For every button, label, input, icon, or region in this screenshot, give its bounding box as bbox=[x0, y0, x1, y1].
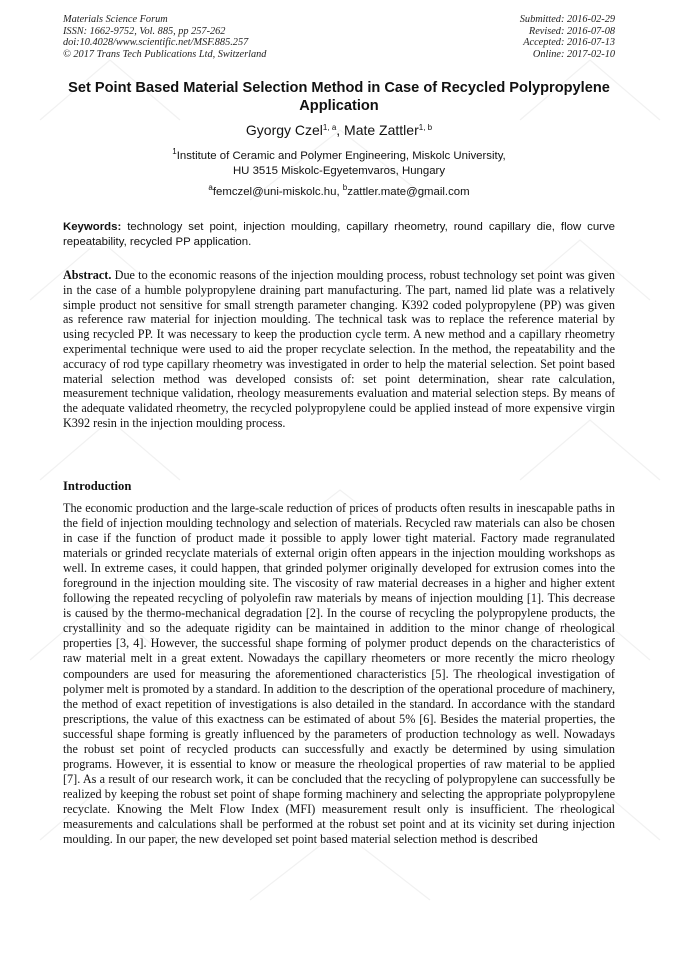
author-affiliation-mark: 1, b bbox=[418, 123, 433, 132]
keywords-label: Keywords: bbox=[63, 221, 122, 233]
introduction-body: The economic production and the large-scale reduction of prices of products often results in inescapable paths in the field of injection moulding technology and selection of materials. Recycled raw materials can also be chosen in case if the function of product made it possible to apply lower tight material. Factory made regranulated materials or grinded recyclate materials of external origin often appears in the injection moulding workshops as well. In extreme cases, it could happen, that grinded polymer originally developed for extrusion comes into the foreground in the injection moulding site. The viscosity of raw material decreases in a higher and higher extent following the repeated recycling of polyolefin raw materials by means of injection moulding [1]. This decrease is caused by the thermo-mechanical degradation [2]. In the course of recycling the polypropylene products, the crystallinity and so the adequate rigidity can be maintained in addition to the minor change of rheological properties [3, 4]. However, the successful shape forming of polymer product depends on the characteristics of raw material melt in a great extent. Nowadays the capillary rheometers or more recently the micro rheology compounders are used for measuring the aforementioned characteristics [5]. The rheological investigation of polymer melt is promoted by a standard. In addition to the description of the operational procedure of machinery, the method of exact repetition of investigations is also detailed in the standard. In accordance with the standard prescriptions, the value of this exactness can be estimated of about 5% [6]. Besides the material properties, the successful shape forming is greatly influenced by the parameters of production technology as well. Nowadays the robust set point of recycled products can successfully and exactly be determined by using simulation programs. However, it is essential to know or measure the rheological properties of raw material to be applied [7]. As a result of our research work, it can be concluded that the recycling of polypropylene can successfully be realized by keeping the robust set point of shape forming machinery and selecting the appropriate polypropylene recyclate. Knowing the Melt Flow Index (MFI) measurement result only is insufficient. The rheological measurements and calculations shall be performed at the robust set point and at its vicinity set during injection moulding. In our paper, the new developed set point based material selection method is described bbox=[63, 501, 615, 847]
affiliation-mark: 1 bbox=[172, 147, 177, 156]
affiliation-address: HU 3515 Miskolc-Egyetemvaros, Hungary bbox=[232, 164, 446, 177]
author-name: Gyorgy Czel bbox=[245, 122, 323, 138]
keywords-text: technology set point, injection moulding, capillary rheometry, round capillary die, flow curve repeatability, recycled PP application. bbox=[63, 221, 615, 248]
author-name: Mate Zattler bbox=[344, 122, 419, 138]
copyright-line: © 2017 Trans Tech Publications Ltd, Switzerland bbox=[63, 48, 267, 60]
abstract-label: Abstract. bbox=[63, 268, 112, 282]
revised-date: Revised: 2016-07-08 bbox=[528, 25, 615, 37]
journal-info bbox=[63, 14, 266, 60]
doi-line: doi:10.4028/www.scientific.net/MSF.885.257 bbox=[63, 37, 249, 48]
journal-name: Materials Science Forum bbox=[63, 14, 168, 25]
author-affiliation-mark: 1, a bbox=[322, 123, 337, 132]
submitted-date: Submitted: 2016-02-29 bbox=[519, 14, 615, 25]
abstract-text: Due to the economic reasons of the injection moulding process, robust technology set point was given in the case of a humble polypropylene draining part manufacturing. The part, named lid plate was a relatively simple product not sensitive for small strength parameter changing. K392 coded polypropylene (PP) was given as reference raw material for injection moulding. The technical task was to replace the reference material by using recycled PP. It was necessary to keep the production cycle term. A new method and a capillary rheometry experimental technique were used to aid the proper recyclate selection. In the method, the repeatability and the accuracy of rod type capillary rheometry was investigated in order to help the material selection. Set point based material selection method was developed consists of: set point determination, shear rate calculation, measurement technique validation, rheology measurements evaluation and material selection steps. By means of the adequate validated rheometry, the recycled polypropylene could be applied instead of more expensive virgin K392 resin in the injection moulding process. bbox=[63, 268, 615, 430]
affiliation-institute: Institute of Ceramic and Polymer Engineering, Miskolc University, bbox=[176, 150, 506, 162]
section-heading-introduction: Introduction bbox=[63, 479, 132, 493]
affiliation-line bbox=[63, 149, 615, 164]
online-date: Online: 2017-02-10 bbox=[532, 48, 615, 60]
abstract-section bbox=[63, 268, 615, 431]
email-mark: a bbox=[208, 183, 213, 192]
issn-line: ISSN: 1662-9752, Vol. 885, pp 257-262 bbox=[63, 25, 226, 37]
paper-title: Set Point Based Material Selection Method in Case of Recycled Polypropylene Application bbox=[68, 80, 610, 114]
accepted-date: Accepted: 2016-07-13 bbox=[523, 37, 615, 48]
email-mark: b bbox=[342, 183, 348, 192]
keywords-section bbox=[63, 220, 615, 250]
email-separator: , bbox=[336, 186, 343, 198]
author-emails bbox=[63, 185, 615, 199]
affiliation bbox=[63, 149, 615, 178]
email-address: zattler.mate@gmail.com bbox=[347, 186, 470, 198]
author-list bbox=[63, 121, 615, 139]
email-address: femczel@uni-miskolc.hu bbox=[212, 186, 337, 198]
author-separator: , bbox=[336, 122, 345, 138]
publication-dates bbox=[520, 14, 615, 60]
